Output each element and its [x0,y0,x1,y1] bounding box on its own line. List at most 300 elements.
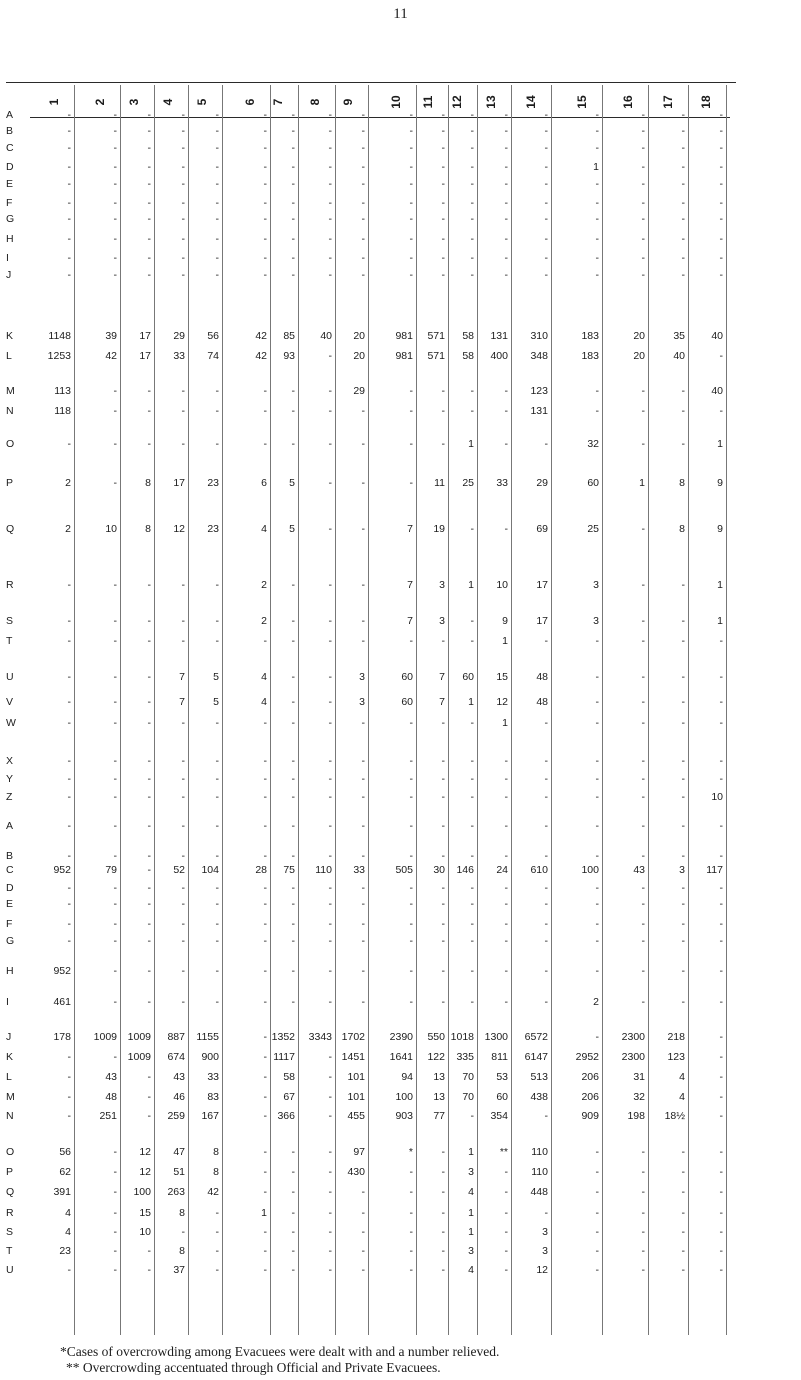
table-cell: 952 [53,864,71,876]
table-cell: - [441,178,445,190]
table-cell: 348 [530,350,548,362]
table-cell: 40 [673,350,685,362]
column-header: 12 [450,95,464,109]
table-cell: 74 [207,350,219,362]
table-cell: - [263,1110,267,1122]
table-cell: - [409,1245,413,1257]
table-cell: - [113,125,117,137]
table-cell: 1 [717,615,723,627]
table-cell: - [67,1264,71,1276]
table-cell: - [328,477,332,489]
table-cell: 118 [54,405,71,417]
table-cell: 110 [531,1166,548,1178]
table-cell: 12 [173,523,185,535]
table-cell: - [681,615,685,627]
table-cell: 32 [633,1091,645,1103]
table-cell: - [681,850,685,862]
table-cell: - [147,233,151,245]
table-cell: - [504,197,508,209]
table-cell: 47 [173,1146,185,1158]
table-cell: - [361,438,365,450]
table-cell: - [215,717,219,729]
row-label: R [6,1207,14,1219]
table-cell: 32 [587,438,599,450]
table-cell: - [719,252,723,264]
table-cell: 3 [468,1166,474,1178]
table-cell: - [328,965,332,977]
table-cell: - [215,1207,219,1219]
table-cell: - [504,791,508,803]
table-cell: - [441,635,445,647]
table-cell: - [719,350,723,362]
table-cell: 8 [213,1146,219,1158]
column-header: 7 [271,98,285,106]
table-cell: 1641 [389,1051,413,1063]
table-cell: - [361,523,365,535]
table-cell: - [113,142,117,154]
table-cell: - [291,269,295,281]
table-cell: 263 [167,1186,185,1198]
row-label: D [6,161,14,173]
table-cell: 674 [167,1051,185,1063]
table-cell: - [641,161,645,173]
table-cell: - [328,385,332,397]
table-cell: - [147,918,151,930]
table-cell: - [263,1051,267,1063]
row-label: J [6,1031,12,1043]
table-cell: 23 [207,523,219,535]
row-label: T [6,1245,13,1257]
table-cell: - [215,935,219,947]
table-cell: 5 [213,671,219,683]
table-cell: - [147,773,151,785]
table-cell: - [291,252,295,264]
table-cell: - [544,717,548,729]
table-cell: - [719,1110,723,1122]
table-cell: - [328,717,332,729]
table-cell: - [470,882,474,894]
table-cell: - [215,125,219,137]
table-cell: - [409,438,413,450]
table-cell: - [641,197,645,209]
table-cell: - [67,671,71,683]
table-cell: - [263,1264,267,1276]
table-cell: - [441,1264,445,1276]
table-cell: 100 [133,1186,151,1198]
table-cell: - [504,773,508,785]
table-cell: 83 [207,1091,219,1103]
table-cell: - [263,935,267,947]
table-cell: 1300 [484,1031,508,1043]
table-cell: - [263,178,267,190]
table-cell: - [147,820,151,832]
table-cell: - [641,615,645,627]
table-cell: - [291,1226,295,1238]
table-cell: - [291,579,295,591]
table-cell: - [67,791,71,803]
table-cell: - [681,125,685,137]
table-cell: ** [499,1146,508,1158]
table-cell: - [544,178,548,190]
table-cell: 2 [593,996,599,1008]
table-cell: - [681,996,685,1008]
table-cell: 79 [105,864,117,876]
table-cell: - [504,178,508,190]
table-cell: - [328,918,332,930]
table-cell: - [67,1071,71,1083]
row-label: O [6,1146,15,1158]
table-cell: - [181,635,185,647]
table-cell: - [595,1245,599,1257]
table-cell: - [409,1264,413,1276]
table-cell: - [361,1264,365,1276]
table-cell: - [470,791,474,803]
table-cell: 123 [667,1051,685,1063]
table-cell: - [181,717,185,729]
table-cell: 571 [427,330,445,342]
table-cell: - [719,996,723,1008]
table-cell: 110 [531,1146,548,1158]
table-cell: - [147,109,151,121]
table-cell: - [263,773,267,785]
row-label: I [6,252,9,264]
table-cell: 391 [53,1186,71,1198]
table-cell: - [361,965,365,977]
table-cell: - [719,1031,723,1043]
table-cell: 97 [353,1146,365,1158]
table-cell: - [504,405,508,417]
table-cell: - [328,696,332,708]
row-label: M [6,385,15,397]
table-cell: 58 [462,330,474,342]
table-cell: 15 [139,1207,151,1219]
table-cell: - [504,965,508,977]
table-cell: - [544,197,548,209]
table-cell: 8 [679,477,685,489]
column-header: 5 [195,98,209,106]
table-cell: 1451 [341,1051,365,1063]
table-cell: 2 [261,615,267,627]
table-cell: - [409,109,413,121]
row-label: Q [6,523,15,535]
row-label: F [6,197,13,209]
table-cell: - [504,142,508,154]
table-cell: - [291,385,295,397]
table-cell: - [595,197,599,209]
table-cell: 46 [173,1091,185,1103]
table-cell: - [719,671,723,683]
table-cell: - [470,965,474,977]
table-cell: 8 [145,523,151,535]
table-cell: - [328,1110,332,1122]
table-cell: - [328,935,332,947]
table-cell: - [181,1226,185,1238]
table-cell: - [470,197,474,209]
table-cell: - [470,142,474,154]
table-cell: 17 [536,579,548,591]
table-cell: - [291,233,295,245]
table-cell: 1 [468,696,474,708]
table-cell: - [681,965,685,977]
table-cell: - [113,898,117,910]
table-cell: - [681,1166,685,1178]
table-cell: - [263,1091,267,1103]
table-cell: - [595,213,599,225]
table-cell: 448 [530,1186,548,1198]
table-cell: - [504,385,508,397]
table-cell: - [361,935,365,947]
table-cell: - [291,125,295,137]
table-cell: - [595,1207,599,1219]
table-cell: - [181,615,185,627]
table-cell: - [113,996,117,1008]
table-cell: - [263,109,267,121]
table-cell: - [681,935,685,947]
table-cell: - [470,935,474,947]
table-cell: - [641,178,645,190]
table-cell: - [291,791,295,803]
table-cell: - [595,717,599,729]
table-cell: - [291,1146,295,1158]
table-cell: 117 [706,864,723,876]
column-header: 17 [661,95,675,109]
table-cell: - [595,918,599,930]
table-cell: 70 [462,1091,474,1103]
table-cell: - [328,109,332,121]
table-cell: 400 [490,350,508,362]
row-label: B [6,850,14,862]
table-cell: 461 [53,996,71,1008]
table-cell: - [409,773,413,785]
table-cell: - [147,615,151,627]
table-cell: - [113,109,117,121]
table-cell: - [215,252,219,264]
table-cell: - [361,635,365,647]
table-cell: 4 [261,523,267,535]
table-cell: - [291,773,295,785]
table-cell: - [544,213,548,225]
table-cell: - [328,1146,332,1158]
table-cell: - [181,161,185,173]
table-cell: - [215,213,219,225]
table-cell: 3 [439,615,445,627]
row-label: M [6,1091,15,1103]
table-cell: - [719,898,723,910]
table-cell: - [67,882,71,894]
table-cell: 60 [587,477,599,489]
table-cell: - [641,918,645,930]
table-cell: - [147,996,151,1008]
table-cell: - [641,109,645,121]
column-header: 4 [161,98,175,106]
table-cell: - [719,918,723,930]
row-label: X [6,755,14,767]
table-cell: 100 [581,864,599,876]
table-cell: 513 [530,1071,548,1083]
table-cell: - [504,918,508,930]
table-cell: - [409,850,413,862]
table-cell: 7 [407,615,413,627]
table-cell: - [719,1264,723,1276]
table-cell: 7 [407,523,413,535]
table-cell: - [263,918,267,930]
table-cell: 48 [536,696,548,708]
table-cell: 1702 [341,1031,365,1043]
row-label: C [6,864,14,876]
table-cell: 571 [427,350,445,362]
table-cell: - [291,820,295,832]
table-cell: 6572 [524,1031,548,1043]
column-header: 8 [308,98,322,106]
table-cell: 12 [496,696,508,708]
table-cell: - [67,142,71,154]
table-cell: - [681,213,685,225]
table-cell: 113 [54,385,71,397]
table-cell: - [595,1264,599,1276]
table-cell: 1 [468,438,474,450]
table-cell: - [181,791,185,803]
table-cell: - [470,125,474,137]
table-cell: - [215,965,219,977]
table-cell: - [291,918,295,930]
table-cell: 4 [261,671,267,683]
table-cell: - [263,161,267,173]
table-cell: 6 [261,477,267,489]
table-cell: - [409,820,413,832]
table-cell: 903 [395,1110,413,1122]
table-cell: - [67,717,71,729]
table-cell: - [67,125,71,137]
table-cell: - [719,850,723,862]
table-cell: - [719,820,723,832]
table-cell: - [595,635,599,647]
table-cell: - [263,965,267,977]
table-cell: - [181,109,185,121]
table-cell: - [113,161,117,173]
table-cell: - [441,791,445,803]
table-cell: 146 [456,864,474,876]
table-cell: - [291,1264,295,1276]
table-cell: - [67,161,71,173]
table-cell: - [595,109,599,121]
table-cell: - [681,791,685,803]
table-cell: 31 [633,1071,645,1083]
column-rule [726,85,727,1335]
table-cell: - [595,755,599,767]
table-cell: - [641,996,645,1008]
table-cell: - [113,820,117,832]
row-label: B [6,125,14,137]
table-cell: - [719,125,723,137]
table-cell: - [504,233,508,245]
table-cell: - [181,269,185,281]
table-cell: - [263,125,267,137]
row-label: K [6,330,14,342]
table-cell: - [361,477,365,489]
table-cell: - [215,142,219,154]
table-cell: - [147,178,151,190]
table-cell: 29 [353,385,365,397]
table-cell: - [409,635,413,647]
table-cell: 13 [433,1071,445,1083]
table-cell: - [641,717,645,729]
table-cell: - [681,696,685,708]
table-cell: - [361,197,365,209]
table-cell: - [470,252,474,264]
table-cell: - [504,109,508,121]
table-cell: - [181,197,185,209]
table-cell: 33 [496,477,508,489]
table-cell: - [441,717,445,729]
table-cell: - [263,405,267,417]
table-cell: 33 [207,1071,219,1083]
table-cell: - [113,882,117,894]
table-cell: 981 [395,330,413,342]
table-cell: - [441,1207,445,1219]
column-header: 2 [93,98,107,106]
table-cell: - [641,1264,645,1276]
table-cell: - [719,935,723,947]
table-cell: - [719,696,723,708]
table-cell: - [361,755,365,767]
table-cell: 42 [207,1186,219,1198]
table-cell: - [470,1110,474,1122]
table-cell: - [113,773,117,785]
table-cell: - [641,1245,645,1257]
table-cell: - [595,791,599,803]
table-cell: - [328,635,332,647]
column-header: 15 [575,95,589,109]
table-cell: - [291,671,295,683]
table-cell: - [719,197,723,209]
table-cell: - [181,755,185,767]
table-cell: - [113,1186,117,1198]
table-cell: 7 [439,671,445,683]
table-cell: 3 [439,579,445,591]
table-cell: - [67,898,71,910]
table-cell: - [595,882,599,894]
table-cell: - [719,269,723,281]
table-cell: 20 [633,330,645,342]
table-cell: 33 [173,350,185,362]
table-cell: - [641,1226,645,1238]
table-cell: - [215,1226,219,1238]
table-cell: - [147,197,151,209]
table-cell: - [681,671,685,683]
row-label: P [6,1166,14,1178]
table-cell: - [263,1146,267,1158]
table-cell: - [215,755,219,767]
table-cell: - [67,635,71,647]
table-cell: - [504,269,508,281]
table-cell: - [67,438,71,450]
table-cell: - [544,965,548,977]
table-cell: - [595,178,599,190]
table-cell: - [409,935,413,947]
table-cell: - [641,1186,645,1198]
row-label: H [6,233,14,245]
table-cell: 7 [179,696,185,708]
row-label: F [6,918,13,930]
table-cell: - [263,1031,267,1043]
table-cell: - [544,791,548,803]
table-cell: - [470,233,474,245]
table-cell: 206 [581,1071,599,1083]
table-cell: - [147,850,151,862]
table-cell: 60 [401,696,413,708]
row-label: Y [6,773,14,785]
table-cell: - [328,269,332,281]
